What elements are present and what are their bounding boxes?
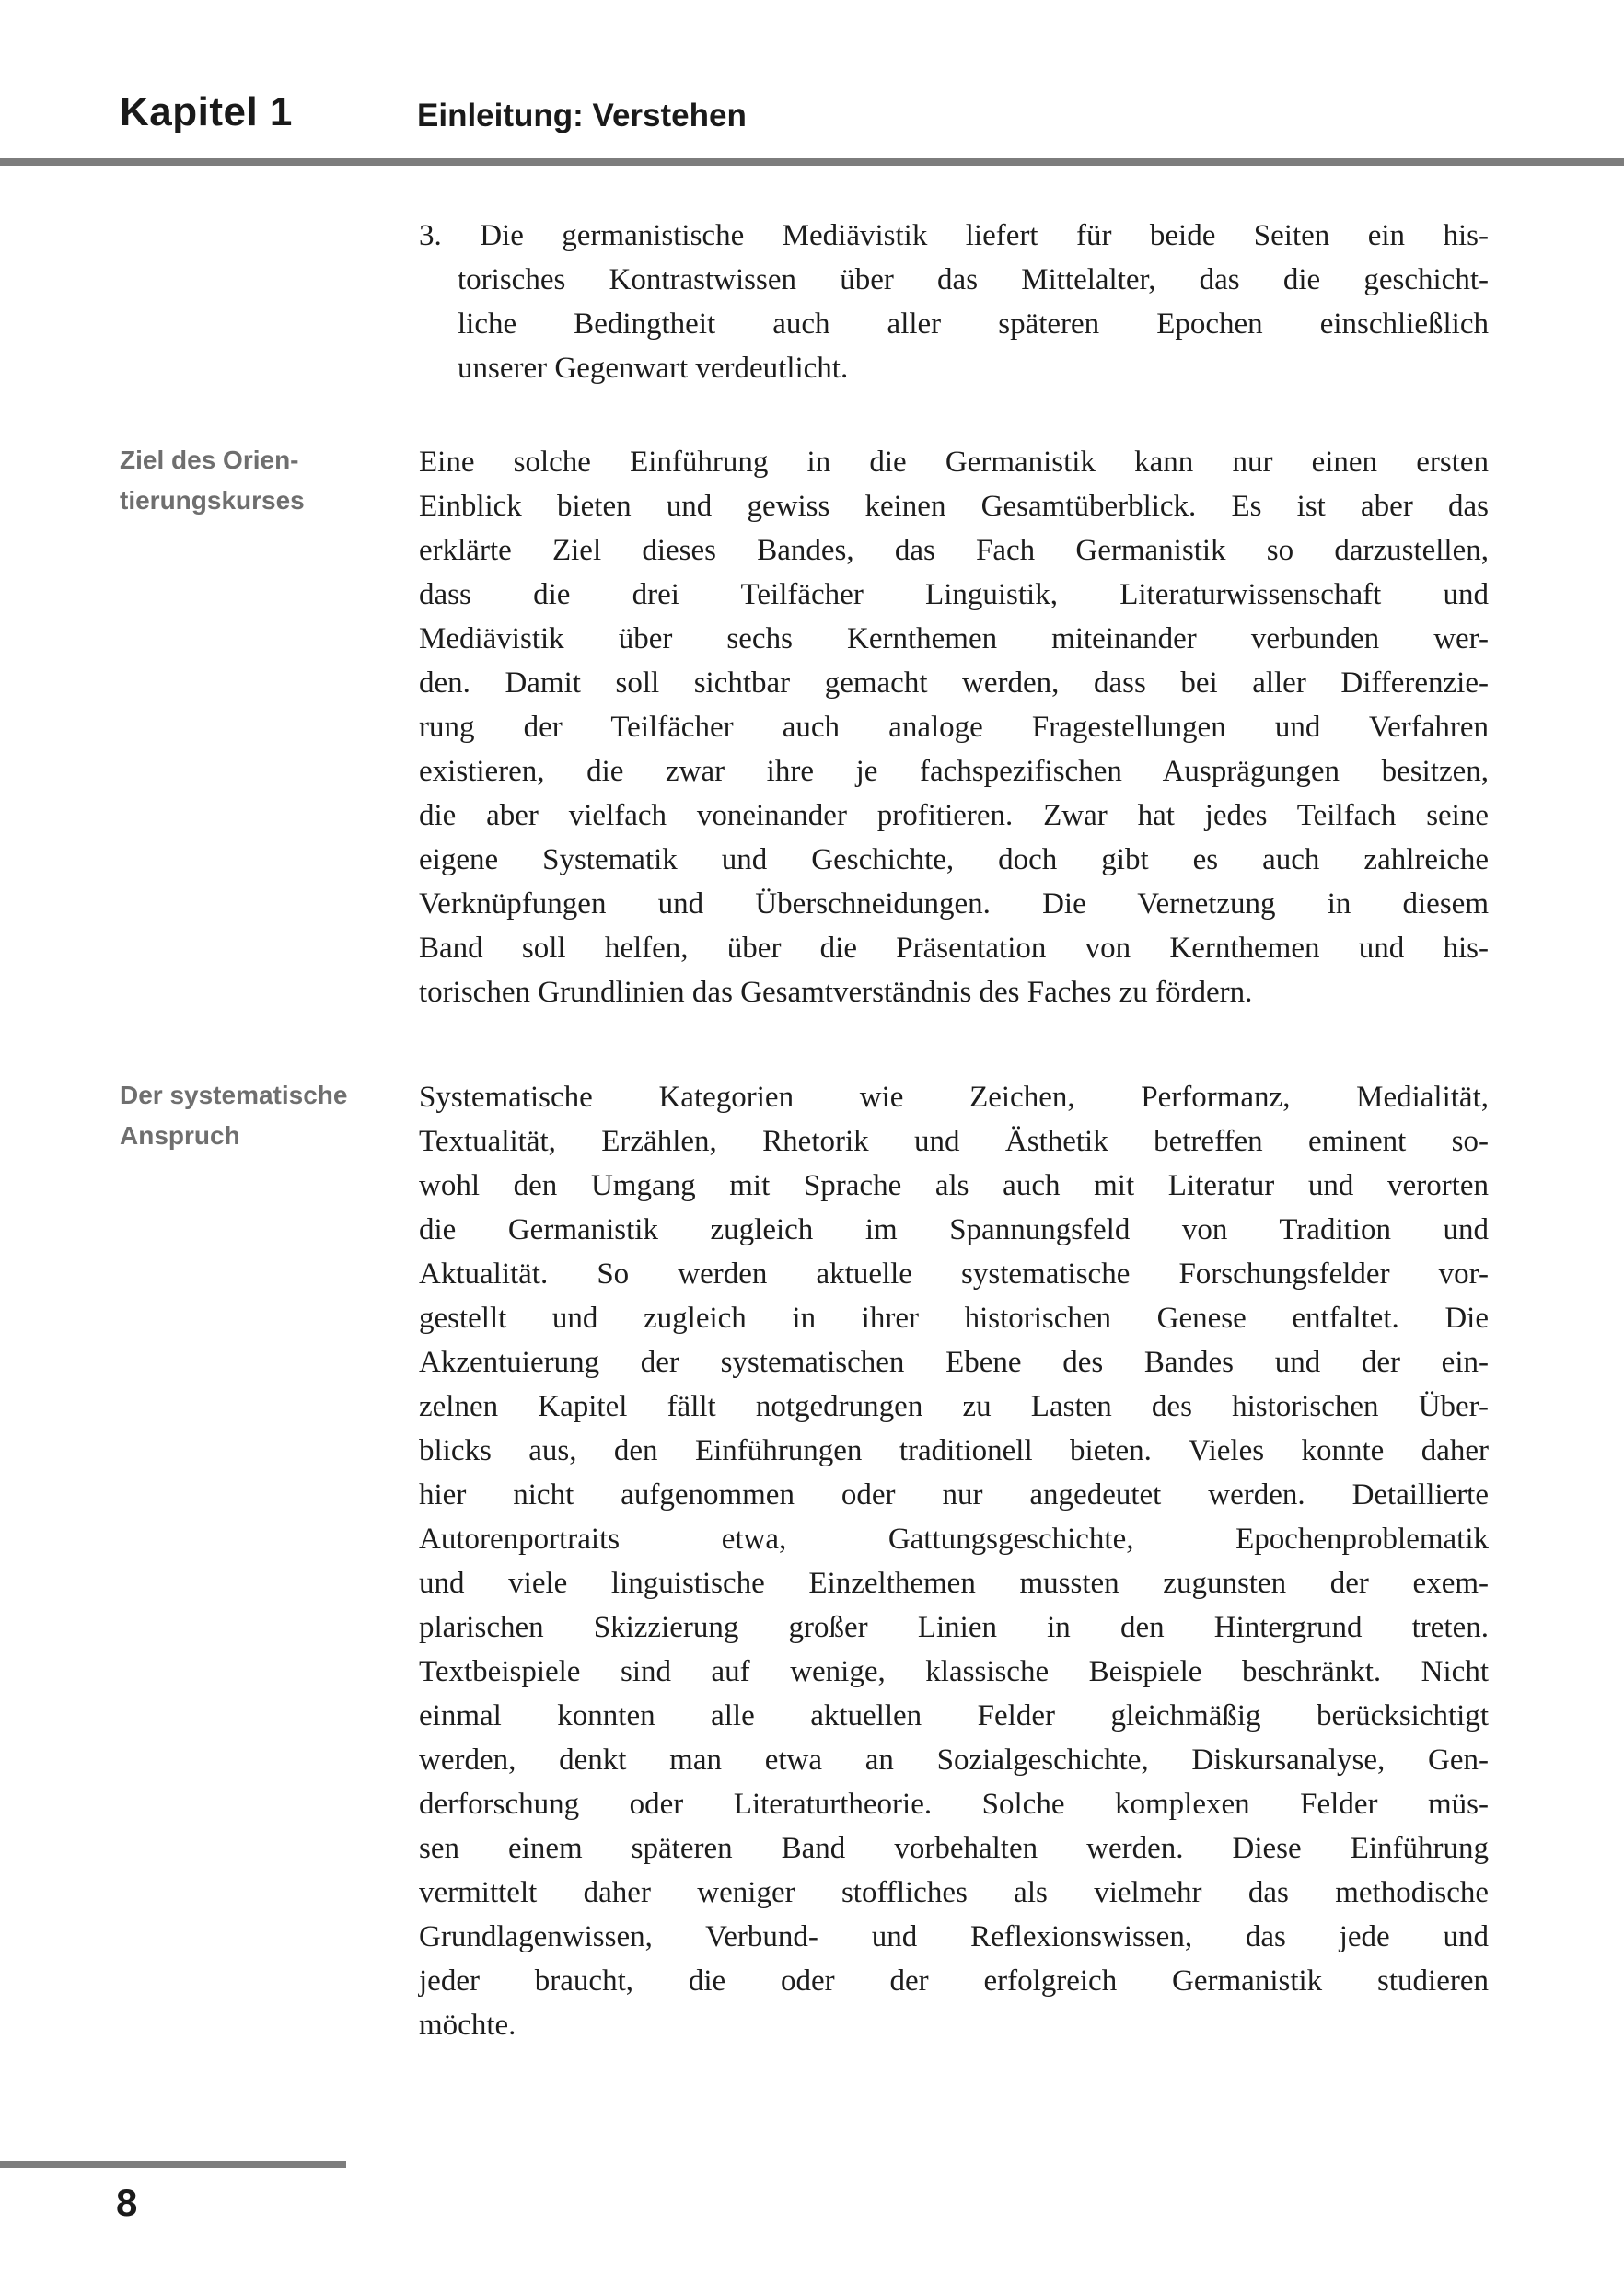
- text-line: torisches Kontrastwissen über das Mittelalter, das die geschicht-: [458, 263, 1489, 296]
- text-line: die Germanistik zugleich im Spannungsfeld von Tradition und: [419, 1213, 1489, 1246]
- text-line: existieren, die zwar ihre je fachspezifischen Ausprägungen besitzen,: [419, 755, 1489, 788]
- footer-rule: [0, 2161, 346, 2168]
- body-paragraph: [419, 1075, 1489, 2047]
- text-line: Textbeispiele sind auf wenige, klassische Beispiele beschränkt. Nicht: [419, 1655, 1489, 1688]
- text-line: unserer Gegenwart verdeutlicht.: [458, 352, 849, 385]
- text-line: Einblick bieten und gewiss keinen Gesamtüberblick. Es ist aber das: [419, 490, 1489, 523]
- text-line: Anspruch: [120, 1121, 240, 1150]
- text-line: Ziel des Orien-: [120, 446, 299, 474]
- text-line: wohl den Umgang mit Sprache als auch mit Literatur und verorten: [419, 1169, 1489, 1202]
- text-line: Akzentuierung der systematischen Ebene des Bandes und der ein-: [419, 1346, 1489, 1379]
- numbered-list-item-3: [419, 214, 1489, 390]
- text-line: gestellt und zugleich in ihrer historischen Genese entfaltet. Die: [419, 1302, 1489, 1335]
- text-line: Eine solche Einführung in die Germanistik kann nur einen ersten: [419, 446, 1489, 479]
- text-line: hier nicht aufgenommen oder nur angedeutet werden. Detaillierte: [419, 1478, 1489, 1512]
- text-line: Textualität, Erzählen, Rhetorik und Ästhetik betreffen eminent so-: [419, 1125, 1489, 1158]
- text-line: Band soll helfen, über die Präsentation von Kernthemen und his-: [419, 932, 1489, 965]
- text-line: möchte.: [419, 2009, 516, 2042]
- text-line: die aber vielfach voneinander profitieren. Zwar hat jedes Teilfach seine: [419, 799, 1489, 832]
- text-line: derforschung oder Literaturtheorie. Solche komplexen Felder müs-: [419, 1788, 1489, 1821]
- text-line: eigene Systematik und Geschichte, doch gibt es auch zahlreiche: [419, 843, 1489, 876]
- text-line: 3. Die germanistische Mediävistik liefert für beide Seiten ein his-: [419, 219, 1489, 252]
- chapter-title: Einleitung: Verstehen: [417, 98, 747, 133]
- text-line: erklärte Ziel dieses Bandes, das Fach Germanistik so darzustellen,: [419, 534, 1489, 567]
- text-line: Autorenportraits etwa, Gattungsgeschichte, Epochenproblematik: [419, 1523, 1489, 1556]
- text-line: sen einem späteren Band vorbehalten werden. Diese Einführung: [419, 1832, 1489, 1865]
- text-line: den. Damit soll sichtbar gemacht werden, dass bei aller Differenzie-: [419, 666, 1489, 700]
- text-line: dass die drei Teilfächer Linguistik, Literaturwissenschaft und: [419, 578, 1489, 611]
- text-line: vermittelt daher weniger stoffliches als vielmehr das methodische: [419, 1876, 1489, 1909]
- margin-note: [120, 1075, 405, 1156]
- header-rule: [0, 158, 1624, 166]
- text-line: Systematische Kategorien wie Zeichen, Performanz, Medialität,: [419, 1081, 1489, 1114]
- text-line: jeder braucht, die oder der erfolgreich Germanistik studieren: [419, 1964, 1489, 1998]
- text-line: rung der Teilfächer auch analoge Fragestellungen und Verfahren: [419, 711, 1489, 744]
- text-line: tierungskurses: [120, 486, 305, 515]
- margin-note: [120, 440, 405, 521]
- text-line: Aktualität. So werden aktuelle systematische Forschungsfelder vor-: [419, 1257, 1489, 1291]
- text-line: plarischen Skizzierung großer Linien in den Hintergrund treten.: [419, 1611, 1489, 1644]
- text-line: werden, denkt man etwa an Sozialgeschichte, Diskursanalyse, Gen-: [419, 1744, 1489, 1777]
- text-line: Grundlagenwissen, Verbund- und Reflexionswissen, das jede und: [419, 1920, 1489, 1953]
- text-line: einmal konnten alle aktuellen Felder gleichmäßig berücksichtigt: [419, 1699, 1489, 1732]
- text-line: Verknüpfungen und Überschneidungen. Die Vernetzung in diesem: [419, 887, 1489, 921]
- page-number: 8: [116, 2181, 138, 2224]
- text-line: Der systematische: [120, 1081, 348, 1109]
- chapter-label: Kapitel 1: [120, 89, 293, 134]
- text-line: liche Bedingtheit auch aller späteren Epochen einschließlich: [458, 307, 1489, 341]
- text-line: torischen Grundlinien das Gesamtverständnis des Faches zu fördern.: [419, 976, 1253, 1009]
- text-line: und viele linguistische Einzelthemen mussten zugunsten der exem-: [419, 1567, 1489, 1600]
- body-paragraph: [419, 440, 1489, 1014]
- text-line: zelnen Kapitel fällt notgedrungen zu Lasten des historischen Über-: [419, 1390, 1489, 1423]
- text-line: Mediävistik über sechs Kernthemen miteinander verbunden wer-: [419, 622, 1489, 655]
- text-line: blicks aus, den Einführungen traditionell bieten. Vieles konnte daher: [419, 1434, 1489, 1467]
